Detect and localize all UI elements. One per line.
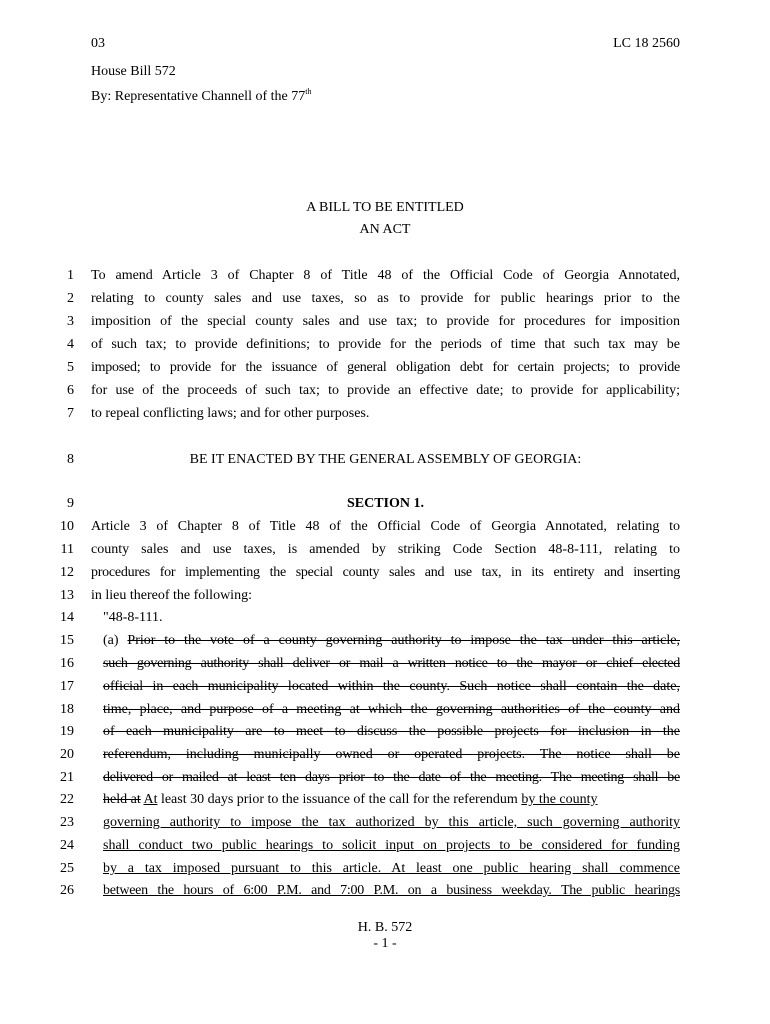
plain-text: least 30 days prior to the issuance of the call for the referendum [157, 792, 522, 807]
bill-text-line: imposed; to provide for the issuance of general obligation debt for certain projects; to provide [91, 360, 680, 375]
lc-code: LC 18 2560 [613, 36, 680, 51]
inserted-text: by the county [521, 792, 598, 807]
struck-text: such governing authority shall deliver or mail a written notice to the mayor or chief elected [103, 656, 680, 671]
line-number: 18 [60, 702, 74, 717]
inserted-text: between the hours of 6:00 P.M. and 7:00 P.M. on a business weekday. The public hearings [103, 883, 680, 898]
bill-text-line [103, 679, 680, 695]
line-number: 9 [67, 496, 74, 511]
line-number: 22 [60, 792, 74, 807]
struck-text: time, place, and purpose of a meeting at which the governing authorities of the county and [103, 702, 680, 717]
line-number: 5 [67, 360, 74, 375]
line-number: 21 [60, 770, 74, 785]
struck-text: of each municipality are to meet to discuss the possible projects for inclusion in the [103, 724, 680, 739]
line-number: 12 [60, 565, 74, 580]
sponsor-text: By: Representative Channell of the 77 [91, 89, 306, 104]
line-number: 23 [60, 815, 74, 830]
bill-number: House Bill 572 [91, 64, 176, 79]
struck-text: held at [103, 792, 141, 807]
bill-text-line [103, 633, 680, 649]
struck-text: referendum, including municipally owned or operated projects. The notice shall be [103, 747, 680, 762]
bill-text-line: county sales and use taxes, is amended by striking Code Section 48-8-111, relating to [91, 542, 680, 557]
bill-text-line [103, 770, 680, 786]
line-number: 24 [60, 838, 74, 853]
bill-title-line-2: AN ACT [359, 222, 411, 237]
bill-text-line: Article 3 of Chapter 8 of Title 48 of the Official Code of Georgia Annotated, relating to [91, 519, 680, 534]
bill-text-line [103, 838, 680, 854]
struck-text: delivered or mailed at least ten days prior to the date of the meeting. The meeting shall be [103, 770, 680, 785]
bill-text-line: to repeal conflicting laws; and for other purposes. [91, 406, 370, 421]
bill-text-line [103, 815, 680, 831]
line-number: 15 [60, 633, 74, 648]
line-number: 10 [60, 519, 74, 534]
line-number: 11 [60, 542, 74, 557]
sponsor-line [91, 87, 311, 105]
bill-title-line-1: A BILL TO BE ENTITLED [306, 200, 464, 215]
bill-text-line [103, 747, 680, 763]
bill-text-line: for use of the proceeds of such tax; to provide an effective date; to provide for applicability; [91, 383, 680, 398]
line-number: 8 [67, 452, 74, 467]
bill-text-line: procedures for implementing the special county sales and use tax, in its entirety and inserting [91, 565, 680, 580]
struck-text: Prior to the vote of a county governing authority to impose the tax under this article, [127, 633, 680, 648]
line-number: 26 [60, 883, 74, 898]
line-number: 2 [67, 291, 74, 306]
footer-bill-reference: H. B. 572 [357, 920, 413, 935]
line-number: 4 [67, 337, 74, 352]
bill-text-line [103, 861, 680, 877]
line-number: 16 [60, 656, 74, 671]
bill-text-line: of such tax; to provide definitions; to provide for the periods of time that such tax may be [91, 337, 680, 352]
line-number: 3 [67, 314, 74, 329]
bill-text-line: in lieu thereof the following: [91, 588, 252, 603]
inserted-text: At [143, 792, 158, 807]
line-number: 1 [67, 268, 74, 283]
line-number: 25 [60, 861, 74, 876]
enacting-clause: BE IT ENACTED BY THE GENERAL ASSEMBLY OF GEORGIA: [189, 452, 582, 467]
bill-text-line [103, 792, 680, 808]
document-code-left: 03 [91, 36, 105, 51]
section-heading: SECTION 1. [346, 496, 425, 511]
sponsor-ordinal-suffix: th [305, 87, 312, 96]
bill-text-line [103, 883, 680, 899]
page-number: - 1 - [373, 936, 397, 951]
struck-text: official in each municipality located within the county. Such notice shall contain the date, [103, 679, 680, 694]
line-number: 20 [60, 747, 74, 762]
inserted-text: governing authority to impose the tax authorized by this article, such governing authority [103, 815, 680, 830]
code-section-number: "48-8-111. [103, 610, 163, 625]
line-number: 19 [60, 724, 74, 739]
inserted-text: shall conduct two public hearings to solicit input on projects to be considered for funding [103, 838, 680, 853]
line-number: 17 [60, 679, 74, 694]
bill-text-line: imposition of the special county sales and use tax; to provide for procedures for imposition [91, 314, 680, 329]
line-number: 14 [60, 610, 74, 625]
bill-text-line [103, 724, 680, 740]
bill-text-line [103, 702, 680, 718]
line-number: 7 [67, 406, 74, 421]
bill-text-line: To amend Article 3 of Chapter 8 of Title 48 of the Official Code of Georgia Annotated, [91, 268, 680, 283]
inserted-text: by a tax imposed pursuant to this article. At least one public hearing shall commence [103, 861, 680, 876]
bill-text-line [103, 656, 680, 672]
bill-text-line: relating to county sales and use taxes, so as to provide for public hearings prior to the [91, 291, 680, 306]
line-number: 13 [60, 588, 74, 603]
subsection-label: (a) [103, 633, 128, 648]
line-number: 6 [67, 383, 74, 398]
